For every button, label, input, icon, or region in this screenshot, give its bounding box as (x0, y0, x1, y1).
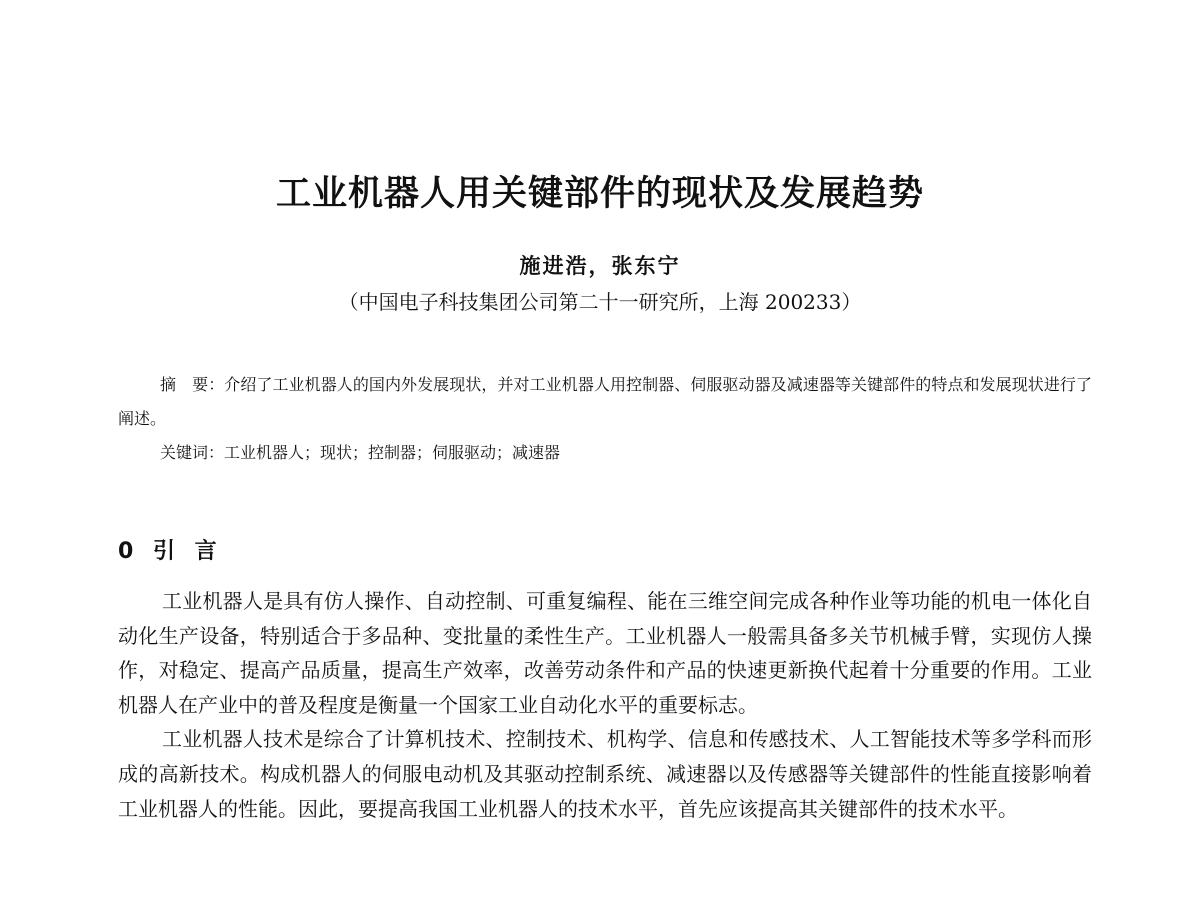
abstract-label: 摘 要： (160, 375, 225, 394)
paper-authors: 施进浩，张东宁 (519, 253, 681, 278)
paper-title: 工业机器人用关键部件的现状及发展趋势 (275, 174, 924, 214)
abstract-block (118, 368, 1092, 470)
keywords-text: 工业机器人；现状；控制器；伺服驱动；减速器 (224, 443, 561, 462)
section-heading-introduction: 0 引 言 (118, 539, 223, 564)
body-paragraph-2: 工业机器人技术是综合了计算机技术、控制技术、机构学、信息和传感技术、人工智能技术等多学科而形成的高新技术。构成机器人的伺服电动机及其驱动控制系统、减速器以及传感器等关键部件的性能直接影响着工业机器人的性能。因此，要提高我国工业机器人的技术水平，首先应该提高其关键部件的技术水平。 (118, 727, 1092, 821)
abstract-text: 介绍了工业机器人的国内外发展现状，并对工业机器人用控制器、伺服驱动器及减速器等关键部件的特点和发展现状进行了阐述。 (118, 375, 1092, 428)
abstract-paragraph (118, 368, 1092, 436)
paper-affiliation: （中国电子科技集团公司第二十一研究所，上海 200233） (338, 290, 862, 314)
keywords-label: 关键词： (160, 443, 225, 462)
body-text (118, 584, 1092, 826)
keywords-line (118, 436, 1092, 470)
body-paragraph-1: 工业机器人是具有仿人操作、自动控制、可重复编程、能在三维空间完成各种作业等功能的机电一体化自动化生产设备，特别适合于多品种、变批量的柔性生产。工业机器人一般需具备多关节机械手臂，实现仿人操作，对稳定、提高产品质量，提高生产效率，改善劳动条件和产品的快速更新换代起着十分重要的作用。工业机器人在产业中的普及程度是衡量一个国家工业自动化水平的重要标志。 (118, 589, 1092, 717)
